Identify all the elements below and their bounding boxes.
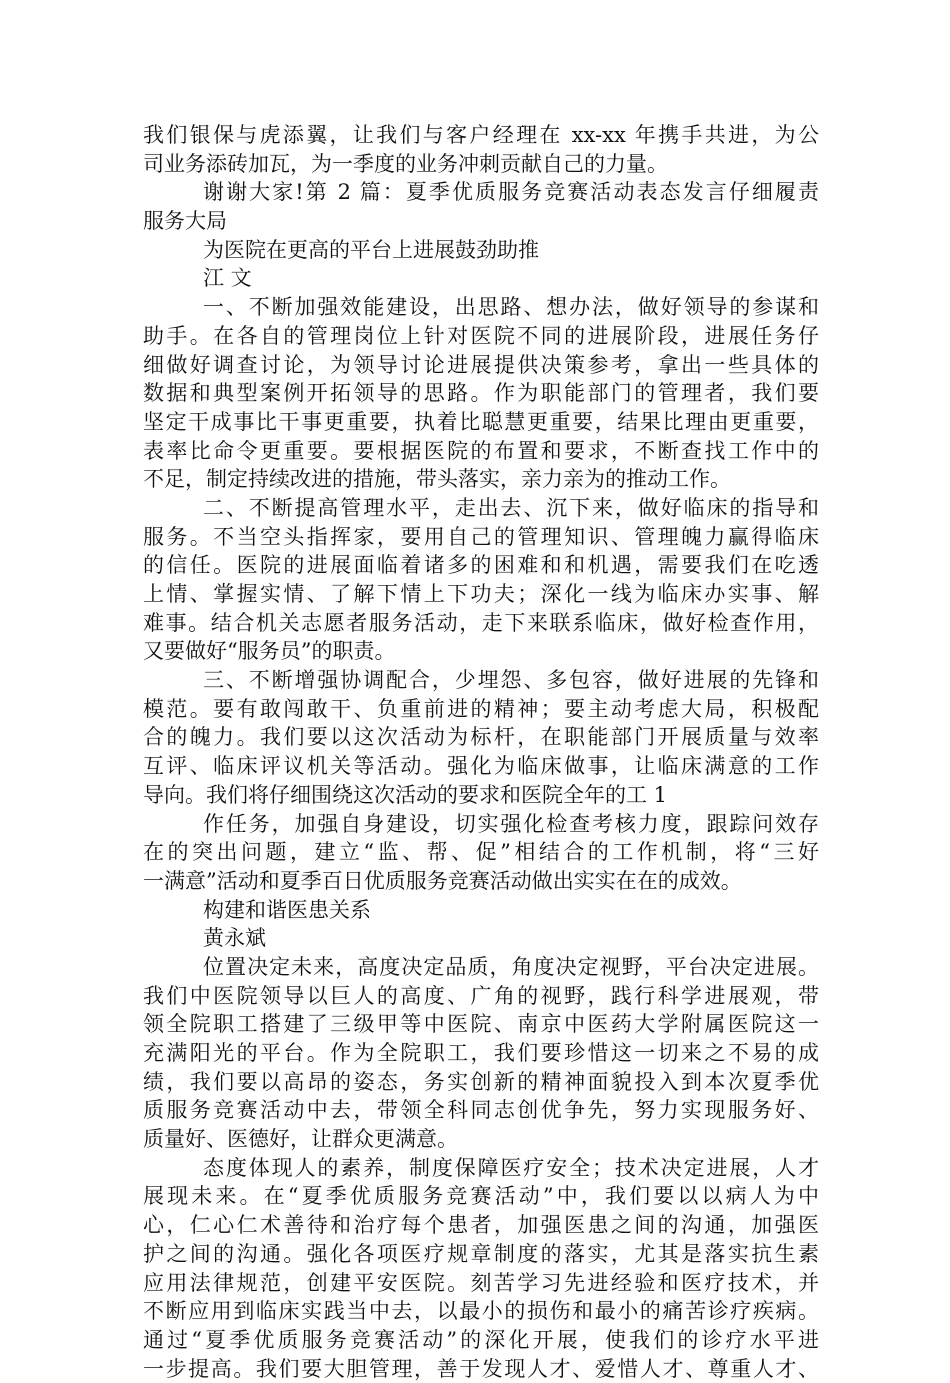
- text-line: 细做好调查讨论，为领导讨论进展提供决策参考，拿出一些具体的: [143, 352, 819, 377]
- text-line: 通过“夏季优质服务竞赛活动”的深化开展，使我们的诊疗水平进: [143, 1327, 819, 1352]
- text-line: 谢谢大家!第 2 篇：夏季优质服务竞赛活动表态发言仔细履责: [203, 180, 819, 205]
- text-line: 合的魄力。我们要以这次活动为标杆，在职能部门开展质量与效率: [143, 725, 819, 750]
- text-line: 上情、掌握实情、了解下情上下功夫；深化一线为临床办实事、解: [143, 582, 819, 606]
- text-line: 充满阳光的平台。作为全院职工，我们要珍惜这一切来之不易的成: [143, 1041, 819, 1065]
- text-line: 又要做好“服务员”的职责。: [143, 639, 396, 664]
- text-line: 二、不断提高管理水平，走出去、沉下来，做好临床的指导和: [203, 495, 819, 520]
- text-line: 坚定干成事比干事更重要，执着比聪慧更重要，结果比理由更重要，: [143, 409, 819, 434]
- text-line: 领全院职工搭建了三级甲等中医院、南京中医药大学附属医院这一: [143, 1012, 819, 1037]
- text-line: 不足，制定持续改进的措施，带头落实，亲力亲为的推动工作。: [143, 467, 731, 492]
- text-line: 位置决定未来，高度决定品质，角度决定视野，平台决定进展。: [203, 954, 819, 979]
- text-line: 服务大局: [143, 209, 227, 234]
- text-line: 展现未来。在“夏季优质服务竞赛活动”中，我们要以以病人为中: [143, 1184, 819, 1209]
- text-line: 的信任。医院的进展面临着诸多的困难和和机遇，需要我们在吃透: [143, 553, 819, 578]
- text-line: 绩，我们要以高昂的姿态，务实创新的精神面貌投入到本次夏季优: [143, 1069, 819, 1094]
- text-line: 我们中医院领导以巨人的高度、广角的视野，践行科学进展观，带: [143, 983, 819, 1008]
- text-line: 难事。结合机关志愿者服务活动，走下来联系临床，做好检查作用，: [143, 610, 819, 635]
- text-line: 护之间的沟通。强化各项医疗规章制度的落实，尤其是落实抗生素: [143, 1241, 819, 1266]
- text-line: 一步提高。我们要大胆管理，善于发现人才、爱惜人才、尊重人才、: [143, 1356, 819, 1381]
- text-line: 一满意”活动和夏季百日优质服务竞赛活动做出实实在在的成效。: [143, 868, 742, 893]
- text-line: 助手。在各自的管理岗位上针对医院不同的进展阶段，进展任务仔: [143, 323, 819, 348]
- text-line: 我们银保与虎添翼，让我们与客户经理在 xx-xx 年携手共进，为公: [143, 123, 819, 147]
- text-line: 心，仁心仁术善待和治疗每个患者，加强医患之间的沟通，加强医: [143, 1213, 819, 1238]
- text-line: 模范。要有敢闯敢干、负重前进的精神；要主动考虑大局，积极配: [143, 696, 819, 721]
- text-line: 不断应用到临床实践当中去，以最小的损伤和最小的痛苦诊疗疾病。: [143, 1299, 819, 1324]
- text-line: 质量好、医德好，让群众更满意。: [143, 1127, 458, 1152]
- text-line: 应用法律规范，创建平安医院。刻苦学习先进经验和医疗技术，并: [143, 1270, 819, 1295]
- text-line: 服务。不当空头指挥家，要用自己的管理知识、管理魄力赢得临床: [143, 524, 819, 549]
- text-line: 态度体现人的素养，制度保障医疗安全；技术决定进展，人才: [203, 1155, 819, 1180]
- text-line: 作任务，加强自身建设，切实强化检查考核力度，跟踪问效存: [203, 811, 819, 836]
- text-line: 数据和典型案例开拓领导的思路。作为职能部门的管理者，我们要: [143, 381, 819, 406]
- text-line: 互评、临床评议机关等活动。强化为临床做事，让临床满意的工作: [143, 754, 819, 779]
- text-line: 一、不断加强效能建设，出思路、想办法，做好领导的参谋和: [203, 295, 819, 320]
- text-line: 司业务添砖加瓦，为一季度的业务冲刺贡献自己的力量。: [143, 151, 668, 176]
- text-line: 黄永斌: [203, 926, 266, 951]
- text-line: 为医院在更高的平台上进展鼓劲助推: [203, 237, 539, 262]
- text-line: 导向。我们将仔细围绕这次活动的要求和医院全年的工 1: [143, 782, 668, 807]
- document-body: [143, 121, 819, 1383]
- text-line: 在的突出问题，建立“监、帮、促”相结合的工作机制，将“三好: [143, 840, 819, 865]
- text-line: 表率比命令更重要。要根据医院的布置和要求，不断查找工作中的: [143, 438, 819, 463]
- text-line: 江 文: [203, 266, 252, 291]
- text-line: 三、不断增强协调配合，少埋怨、多包容，做好进展的先锋和: [203, 668, 819, 693]
- text-line: 构建和谐医患关系: [203, 897, 371, 922]
- text-line: 质服务竞赛活动中去，带领全科同志创优争先，努力实现服务好、: [143, 1098, 819, 1123]
